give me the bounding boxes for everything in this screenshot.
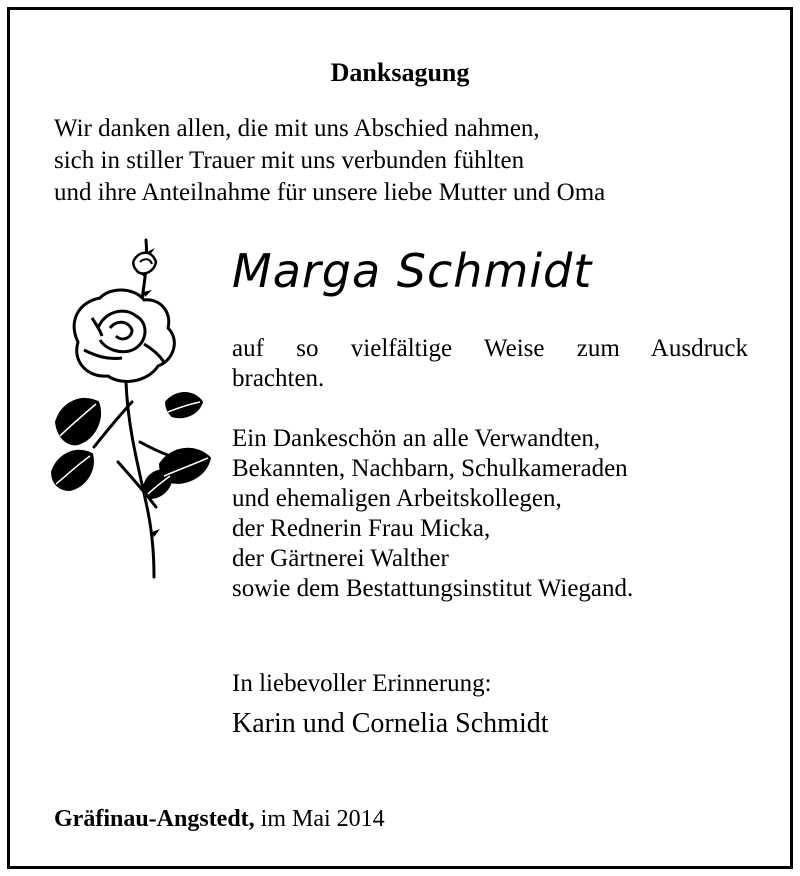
intro-line: sich in stiller Trauer mit uns verbunden fühlten <box>54 147 525 174</box>
thanks-list <box>232 424 752 604</box>
phrase-line: auf so vielfältige Weise zum Ausdruck <box>232 335 748 362</box>
thanks-line: Ein Dankeschön an alle Verwandten, <box>232 425 601 452</box>
memory-line: In liebevoller Erinnerung: <box>232 670 492 697</box>
footer-place-date <box>54 804 385 834</box>
deceased-name: Marga Schmidt <box>232 244 593 298</box>
footer-date: im Mai 2014 <box>254 806 385 832</box>
thanks-line: der Gärtnerei Walther <box>232 545 449 572</box>
phrase-line: brachten. <box>232 365 325 392</box>
thanks-line: der Rednerin Frau Micka, <box>232 515 491 542</box>
intro-line: und ihre Anteilnahme für unsere liebe Mutter und Oma <box>54 179 606 206</box>
intro-line: Wir danken allen, die mit uns Abschied nahmen, <box>54 115 540 142</box>
thanks-line: sowie dem Bestattungsinstitut Wiegand. <box>232 575 634 602</box>
thanks-phrase <box>232 334 748 394</box>
intro-text <box>54 113 754 209</box>
notice-heading: Danksagung <box>330 58 470 87</box>
signers: Karin und Cornelia Schmidt <box>232 708 549 739</box>
thanks-line: und ehemaligen Arbeitskollegen, <box>232 485 562 512</box>
rose-illustration-icon <box>48 232 216 580</box>
thanks-line: Bekannten, Nachbarn, Schulkameraden <box>232 455 628 482</box>
footer-place: Gräfinau-Angstedt, <box>54 806 255 832</box>
